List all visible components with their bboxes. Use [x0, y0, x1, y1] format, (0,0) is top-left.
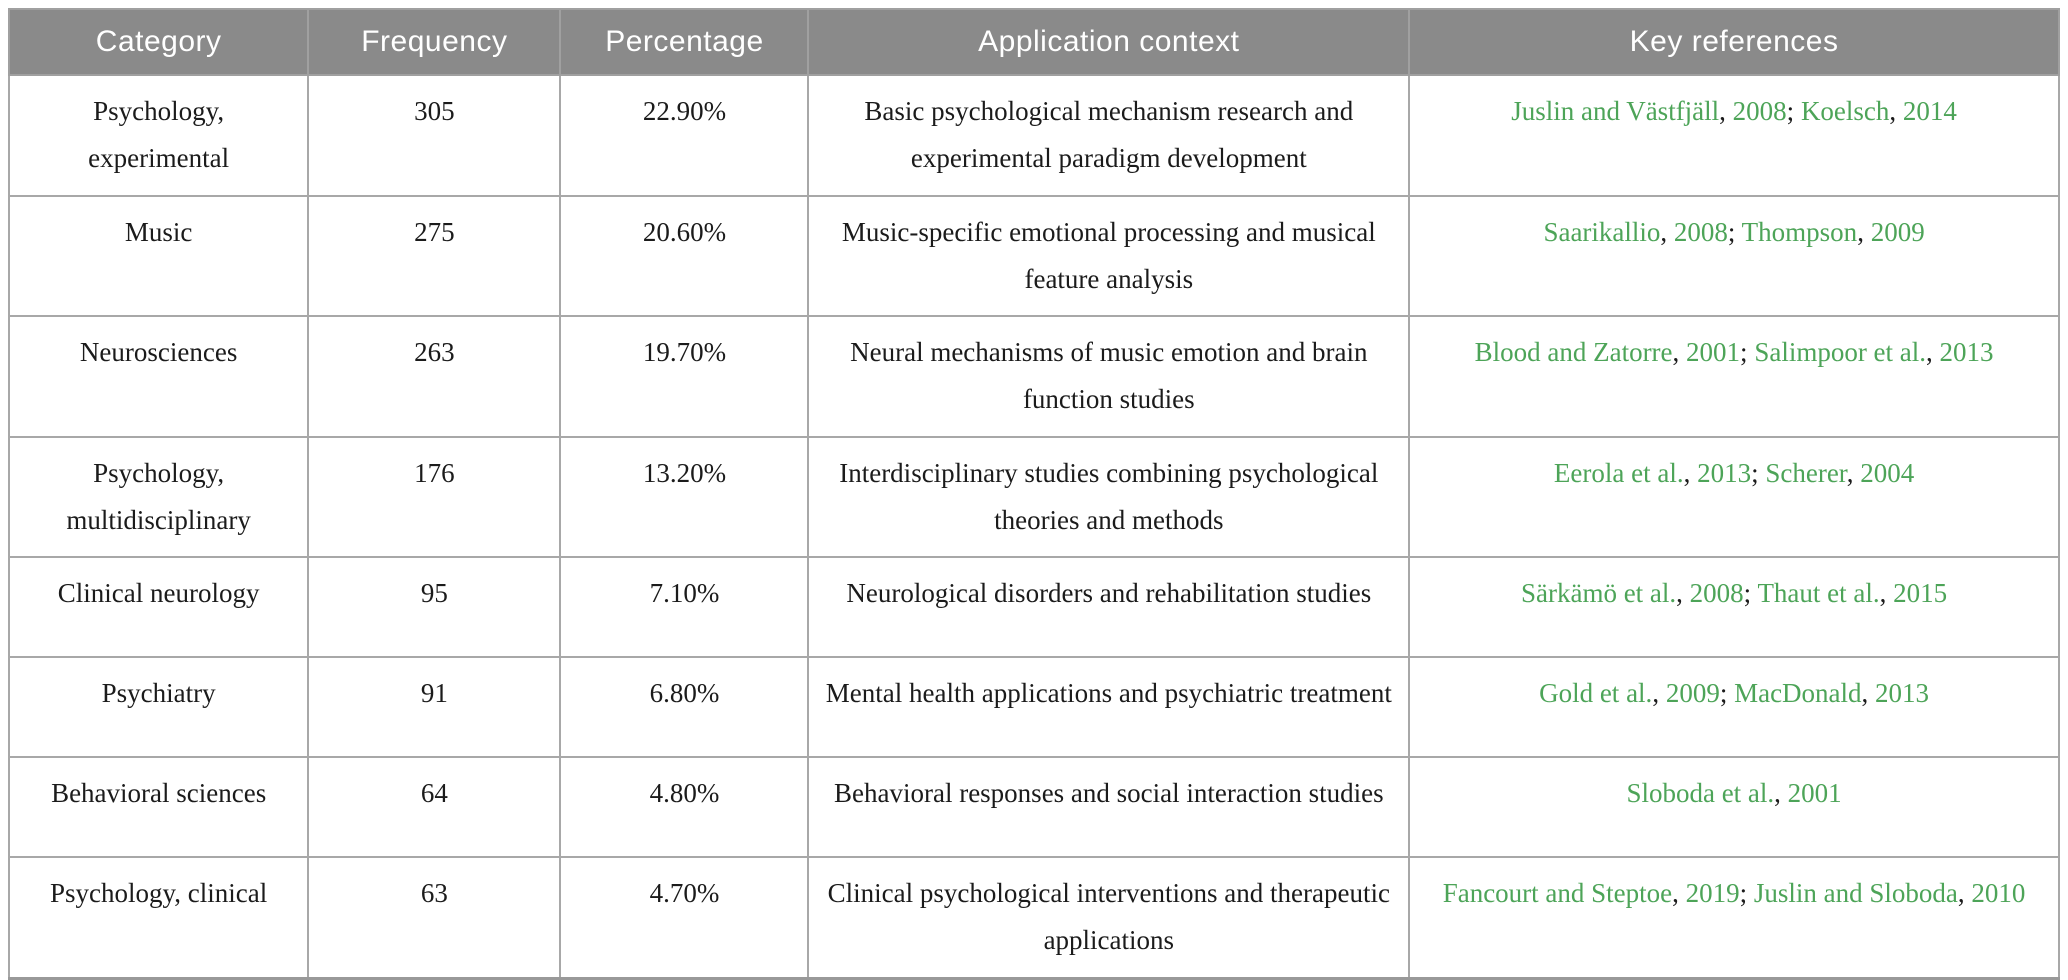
reference-separator: ; [1740, 337, 1755, 367]
reference-author-link[interactable]: Juslin and Sloboda [1753, 878, 1958, 908]
key-references-cell [1409, 437, 2059, 558]
table-row [9, 75, 2059, 196]
application-context-cell: Behavioral responses and social interaction studies [808, 757, 1409, 857]
percentage-cell: 13.20% [560, 437, 808, 558]
percentage-cell: 19.70% [560, 316, 808, 437]
table-row [9, 657, 2059, 757]
category-cell: Clinical neurology [9, 557, 308, 657]
reference-separator: , [1683, 457, 1698, 488]
key-references-cell [1409, 316, 2059, 437]
reference-year-link[interactable]: 2010 [1971, 878, 2026, 908]
reference-year-link[interactable]: 2015 [1893, 578, 1948, 608]
category-cell: Music [9, 196, 308, 317]
key-references-cell [1409, 75, 2059, 196]
reference-separator: , [1672, 878, 1686, 908]
header-frequency: Frequency [308, 9, 560, 75]
reference-separator: , [1926, 337, 1940, 367]
category-cell: Psychiatry [9, 657, 308, 757]
reference-separator: ; [1727, 216, 1742, 247]
frequency-cell: 263 [308, 316, 560, 437]
reference-year-link[interactable]: 2008 [1732, 96, 1787, 126]
reference-author-link[interactable]: Saarikallio [1543, 216, 1661, 247]
percentage-cell: 4.70% [560, 857, 808, 978]
reference-author-link[interactable]: Thompson [1741, 216, 1858, 247]
reference-separator: , [1652, 678, 1666, 708]
reference-author-link[interactable]: Scherer [1765, 457, 1847, 488]
key-references-cell [1409, 857, 2059, 978]
reference-author-link[interactable]: Koelsch [1800, 96, 1890, 126]
percentage-cell: 20.60% [560, 196, 808, 317]
reference-author-link[interactable]: Eerola et al. [1553, 457, 1684, 488]
reference-separator: , [1846, 457, 1861, 488]
reference-separator: ; [1751, 457, 1766, 488]
category-cell: Psychology, multidisciplinary [9, 437, 308, 558]
frequency-cell: 305 [308, 75, 560, 196]
reference-year-link[interactable]: 2013 [1697, 457, 1752, 488]
frequency-cell: 176 [308, 437, 560, 558]
percentage-cell: 22.90% [560, 75, 808, 196]
key-references-cell [1409, 757, 2059, 857]
percentage-cell: 4.80% [560, 757, 808, 857]
category-cell: Behavioral sciences [9, 757, 308, 857]
category-cell: Psychology, experimental [9, 75, 308, 196]
reference-separator: , [1957, 878, 1972, 908]
application-context-cell: Neural mechanisms of music emotion and brain function studies [808, 316, 1409, 437]
reference-author-link[interactable]: Sloboda et al. [1626, 778, 1775, 808]
table-header [9, 9, 2059, 75]
table-body [9, 75, 2059, 978]
reference-separator: ; [1786, 96, 1801, 126]
reference-author-link[interactable]: Fancourt and Steptoe [1442, 878, 1673, 908]
reference-author-link[interactable]: Blood and Zatorre [1474, 337, 1673, 367]
reference-separator: , [1672, 337, 1687, 367]
category-frequency-table [8, 8, 2060, 980]
reference-separator: , [1857, 216, 1871, 247]
reference-separator: , [1774, 778, 1788, 808]
reference-year-link[interactable]: 2008 [1673, 216, 1728, 247]
reference-separator: , [1719, 96, 1733, 126]
reference-year-link[interactable]: 2004 [1860, 457, 1915, 488]
percentage-cell: 6.80% [560, 657, 808, 757]
table-row [9, 557, 2059, 657]
reference-author-link[interactable]: Juslin and Västfjäll [1511, 96, 1720, 126]
application-context-cell: Basic psychological mechanism research and experimental paradigm development [808, 75, 1409, 196]
reference-author-link[interactable]: Gold et al. [1539, 678, 1653, 708]
reference-year-link[interactable]: 2001 [1686, 337, 1741, 367]
frequency-cell: 95 [308, 557, 560, 657]
reference-author-link[interactable]: Thaut et al. [1757, 578, 1880, 608]
table-row [9, 316, 2059, 437]
header-key-references: Key references [1409, 9, 2059, 75]
reference-separator: ; [1739, 878, 1754, 908]
reference-separator: , [1879, 578, 1894, 608]
reference-separator: ; [1719, 678, 1735, 708]
category-cell: Psychology, clinical [9, 857, 308, 978]
application-context-cell: Clinical psychological interventions and therapeutic applications [808, 857, 1409, 978]
key-references-cell [1409, 196, 2059, 317]
key-references-cell [1409, 557, 2059, 657]
application-context-cell: Interdisciplinary studies combining psychological theories and methods [808, 437, 1409, 558]
reference-year-link[interactable]: 2013 [1875, 678, 1930, 708]
frequency-cell: 63 [308, 857, 560, 978]
application-context-cell: Mental health applications and psychiatric treatment [808, 657, 1409, 757]
key-references-cell [1409, 657, 2059, 757]
reference-year-link[interactable]: 2009 [1870, 216, 1925, 247]
reference-year-link[interactable]: 2008 [1689, 578, 1744, 608]
reference-year-link[interactable]: 2001 [1787, 778, 1842, 808]
reference-separator: , [1861, 678, 1876, 708]
reference-author-link[interactable]: Särkämö et al. [1520, 578, 1677, 608]
reference-author-link[interactable]: MacDonald [1734, 678, 1862, 708]
table-row [9, 196, 2059, 317]
reference-year-link[interactable]: 2009 [1665, 678, 1720, 708]
reference-author-link[interactable]: Salimpoor et al. [1754, 337, 1927, 367]
table-row [9, 437, 2059, 558]
application-context-cell: Neurological disorders and rehabilitation studies [808, 557, 1409, 657]
header-row [9, 9, 2059, 75]
reference-separator: , [1889, 96, 1903, 126]
reference-year-link[interactable]: 2019 [1685, 878, 1740, 908]
reference-separator: , [1676, 578, 1690, 608]
category-cell: Neurosciences [9, 316, 308, 437]
frequency-cell: 275 [308, 196, 560, 317]
table-row [9, 757, 2059, 857]
reference-year-link[interactable]: 2014 [1902, 96, 1957, 126]
application-context-cell: Music-specific emotional processing and musical feature analysis [808, 196, 1409, 317]
table-row [9, 857, 2059, 978]
reference-separator: ; [1743, 578, 1758, 608]
reference-separator: , [1660, 216, 1674, 247]
header-category: Category [9, 9, 308, 75]
header-percentage: Percentage [560, 9, 808, 75]
percentage-cell: 7.10% [560, 557, 808, 657]
frequency-cell: 91 [308, 657, 560, 757]
frequency-cell: 64 [308, 757, 560, 857]
reference-year-link[interactable]: 2013 [1939, 337, 1994, 367]
header-application-context: Application context [808, 9, 1409, 75]
